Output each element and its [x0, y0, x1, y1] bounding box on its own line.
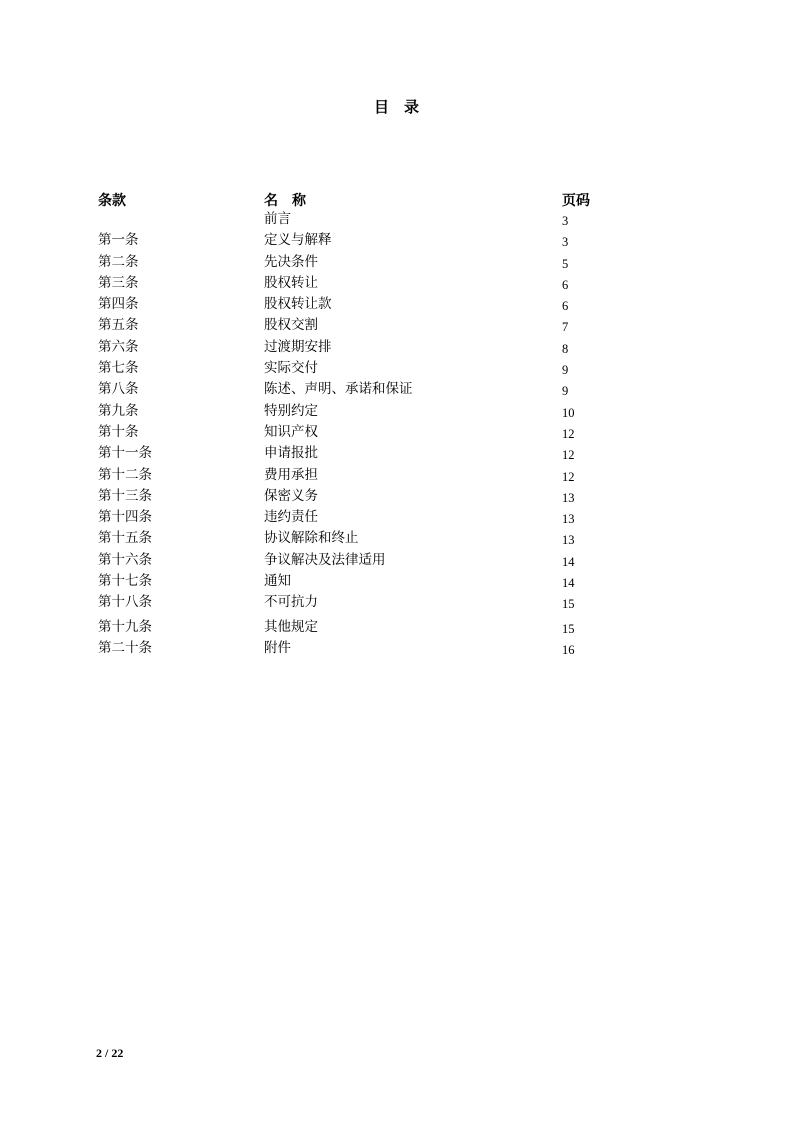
toc-row: [0, 358, 793, 379]
toc-row: [0, 617, 793, 638]
toc-page-number: 14: [562, 554, 575, 569]
toc-page-number: 3: [562, 235, 569, 250]
toc-page-number: 6: [562, 299, 569, 314]
toc-entry-name: 费用承担: [264, 466, 318, 483]
toc-row: [0, 571, 793, 592]
toc-row: [0, 465, 793, 486]
toc-entry-name: 其他规定: [264, 618, 318, 635]
toc-page-number: 13: [562, 490, 575, 505]
toc-row: [0, 486, 793, 507]
toc-row: [0, 443, 793, 464]
toc-page-number: 10: [562, 405, 575, 420]
page-number: 2 / 22: [96, 1046, 124, 1060]
toc-page-number: 9: [562, 384, 569, 399]
toc-row: [0, 379, 793, 400]
toc-page-number: 8: [562, 341, 569, 356]
toc-page-number: 5: [562, 256, 569, 271]
toc-entry-name: 知识产权: [264, 423, 318, 440]
toc-page-number: 3: [562, 214, 569, 228]
toc-entry-name: 违约责任: [264, 509, 318, 526]
toc-entry-name: 股权转让款: [264, 296, 332, 313]
toc-page-number: 14: [562, 576, 575, 591]
toc-entry-name: 申请报批: [264, 445, 318, 462]
toc-entry-name: 定义与解释: [264, 232, 332, 249]
toc-row: [0, 638, 793, 659]
toc-page-number: 13: [562, 512, 575, 527]
toc-article: 第十四条: [98, 509, 152, 526]
toc-page-number: 12: [562, 448, 575, 463]
toc-article: 第三条: [98, 274, 139, 291]
toc-entry-name: 不可抗力: [264, 594, 318, 611]
toc-article: 第七条: [98, 360, 139, 377]
toc-entry-name: 协议解除和终止: [264, 530, 359, 547]
toc-entry-name: 先决条件: [264, 253, 318, 270]
toc-article: 第十八条: [98, 594, 152, 611]
toc-article: 第六条: [98, 338, 139, 355]
toc-page-number: 7: [562, 320, 569, 335]
toc-article: 第十九条: [98, 618, 152, 635]
toc-entry-name: 保密义务: [264, 487, 318, 504]
toc-article: 第十二条: [98, 466, 152, 483]
toc-article: 第十三条: [98, 487, 152, 504]
toc-article: 第五条: [98, 317, 139, 334]
toc-row: [0, 315, 793, 336]
toc-page-number: 15: [562, 621, 575, 636]
toc-page-number: 12: [562, 469, 575, 484]
toc-row: [0, 592, 793, 613]
toc-page-number: 16: [562, 642, 575, 657]
toc-list: [0, 209, 793, 659]
toc-row: [0, 273, 793, 294]
toc-page-number: 6: [562, 277, 569, 292]
toc-entry-name: 股权交割: [264, 317, 318, 334]
toc-page-number: 13: [562, 533, 575, 548]
toc-article: 第二条: [98, 253, 139, 270]
toc-entry-name: 股权转让: [264, 274, 318, 291]
toc-row: [0, 294, 793, 315]
toc-header: [0, 190, 793, 210]
header-article: 条款: [98, 193, 126, 209]
toc-article: 第十五条: [98, 530, 152, 547]
toc-entry-name: 通知: [264, 573, 291, 590]
toc-article: 第十七条: [98, 573, 152, 590]
toc-article: 第四条: [98, 296, 139, 313]
toc-page-number: 15: [562, 597, 575, 612]
toc-article: 第二十条: [98, 639, 152, 656]
toc-page-number: 9: [562, 363, 569, 378]
header-name: 名 称: [264, 193, 306, 209]
toc-article: 第八条: [98, 381, 139, 398]
toc-row: [0, 528, 793, 549]
toc-entry-name: 实际交付: [264, 360, 318, 377]
toc-row: [0, 401, 793, 422]
toc-row: [0, 550, 793, 571]
toc-row: [0, 337, 793, 358]
toc-page-number: 12: [562, 426, 575, 441]
toc-article: 第九条: [98, 402, 139, 419]
toc-row: [0, 209, 793, 230]
toc-entry-name: 争议解决及法律适用: [264, 551, 386, 568]
toc-entry-name: 附件: [264, 639, 291, 656]
toc-entry-name: 特别约定: [264, 402, 318, 419]
toc-article: 第十六条: [98, 551, 152, 568]
toc-row: [0, 252, 793, 273]
toc-article: 第十条: [98, 423, 139, 440]
toc-article: 第一条: [98, 232, 139, 249]
toc-row: [0, 230, 793, 251]
toc-entry-name: 陈述、声明、承诺和保证: [264, 381, 413, 398]
toc-row: [0, 422, 793, 443]
toc-entry-name: 前言: [264, 211, 291, 227]
toc-article: 第十一条: [98, 445, 152, 462]
header-page: 页码: [562, 193, 590, 209]
toc-entry-name: 过渡期安排: [264, 338, 332, 355]
toc-row: [0, 507, 793, 528]
page-title: 目 录: [373, 98, 419, 116]
